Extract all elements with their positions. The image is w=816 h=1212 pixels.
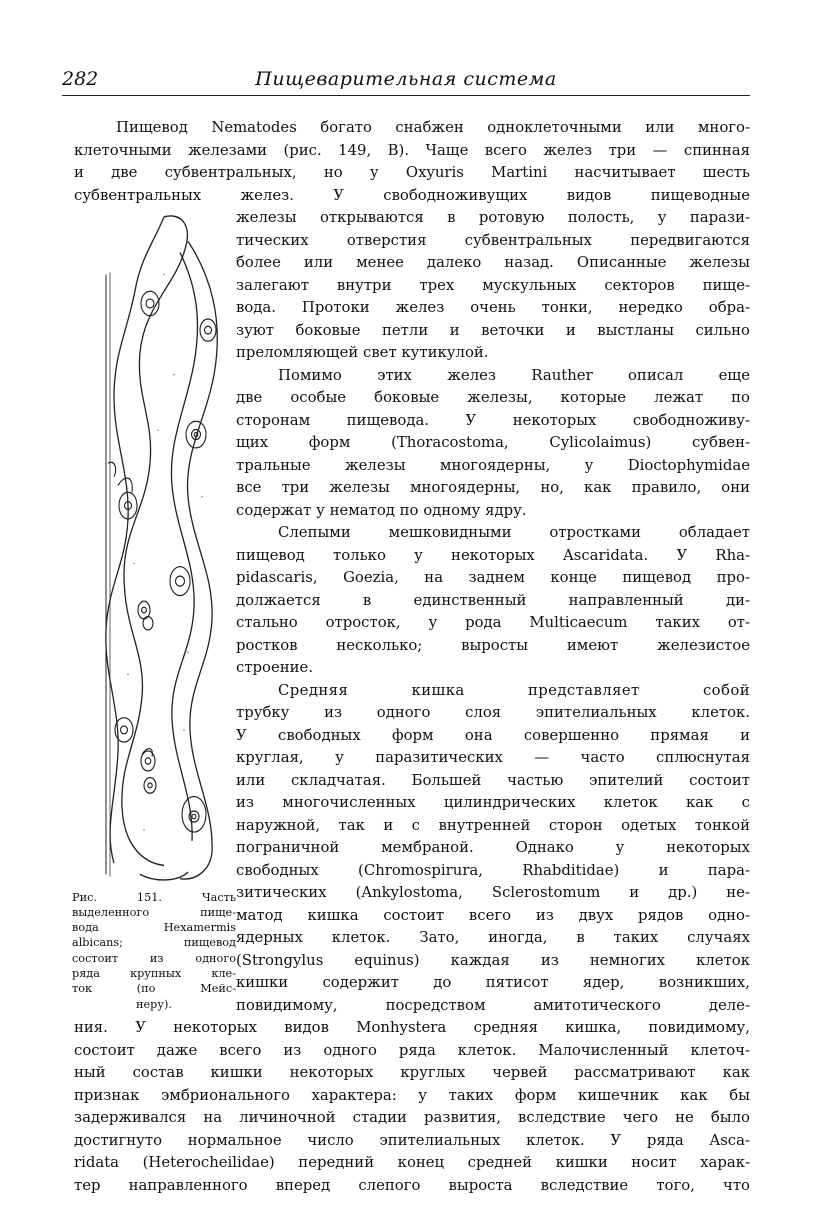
caption-line: состоит из одного (72, 951, 236, 965)
text-line: строение. (236, 658, 314, 676)
text-line: зитических (Ankylostoma, Sclerostomum и др.) не- (236, 883, 750, 901)
text-line: кишки содержит до пятисот ядер, возникших, (236, 973, 750, 991)
text-line: тических отверстия субвентральных передвигаются (236, 230, 750, 249)
text-line: из многочисленных цилиндрических клеток как с (236, 793, 750, 811)
text-line: состоит даже всего из одного ряда клеток. Малочисленный клеточ- (74, 1040, 750, 1059)
text-line: матод кишка состоит всего из двух рядов одно- (236, 905, 750, 924)
caption-line: ток (по Мейс- (72, 982, 236, 996)
text-line: pidascaris, Goezia, на заднем конце пищевод про- (236, 568, 750, 586)
running-title: Пищеварительная система (255, 68, 557, 90)
text-line: преломляющей свет кутикулой. (236, 343, 489, 361)
header-rule (62, 95, 750, 96)
text-line: ный состав кишки некоторых круглых червей рассматривают как (74, 1063, 750, 1081)
text-line: Помимо этих желез Rauther описал еще (278, 365, 750, 384)
text-line: наружной, так и с внутренней сторон одетых тонкой (236, 815, 750, 834)
esophagus-drawing (84, 208, 238, 888)
text-line: щих форм (Thoracostoma, Cylicolaimus) субвен- (236, 433, 750, 451)
text-line: железы открываются в ротовую полость, у парази- (236, 208, 750, 226)
text-line: ния. У некоторых видов Monhystera средняя кишка, повидимому, (74, 1018, 750, 1036)
text-line: вода. Протоки желез очень тонки, нередко обра- (236, 298, 750, 316)
text-line: (Strongylus equinus) каждая из немногих клеток (236, 950, 750, 969)
text-line: субвентральных желез. У свободноживущих видов пищеводные (74, 185, 750, 204)
text-line: ядерных клеток. Зато, иногда, в таких случаях (236, 928, 750, 946)
text-line: зуют боковые петли и веточки и выстланы сильно (236, 320, 750, 339)
text-line: сторонам пищевода. У некоторых свободноживу- (236, 410, 750, 429)
caption-line: ряда крупных кле- (72, 967, 236, 981)
text-line: Средняя кишка представляет собой (278, 680, 750, 699)
caption-line: выделенного пище- (72, 905, 236, 919)
text-line: задерживался на личиночной стадии развития, вследствие чего не было (74, 1108, 750, 1126)
text-line: стально отросток, у рода Multicaecum таких от- (236, 613, 750, 631)
text-line: ростков несколько; выросты имеют железистое (236, 635, 750, 654)
caption-line: albicans; пищевод (72, 936, 236, 950)
text-line: залегают внутри трех мускульных секторов пище- (236, 275, 750, 294)
text-line: тер направленного вперед слепого выроста вследствие того, что (74, 1175, 750, 1194)
figure-esophagus-illustration (84, 208, 238, 888)
text-line: пограничной мембраной. Однако у некоторых (236, 838, 750, 856)
text-line: более или менее далеко назад. Описанные железы (236, 253, 750, 271)
text-line: все три железы многоядерны, но, как правило, они (236, 478, 750, 496)
text-line: достигнуто нормальное число эпителиальных клеток. У ряда Asca- (74, 1130, 750, 1149)
text-line: тральные железы многоядерны, у Dioctophymidae (236, 455, 750, 474)
text-line: У свободных форм она совершенно прямая и (236, 725, 750, 744)
text-line: ridata (Heterocheilidae) передний конец средней кишки носит харак- (74, 1153, 750, 1171)
text-line: признак эмбрионального характера: у таких форм кишечник как бы (74, 1085, 750, 1104)
text-line: две особые боковые железы, которые лежат по (236, 388, 750, 406)
caption-line: Рис. 151. Часть (72, 890, 236, 904)
page-header (62, 68, 750, 92)
text-line: должается в единственный направленный ди- (236, 590, 750, 609)
figure-caption (72, 890, 236, 1012)
caption-line: вода Hexamermis (72, 921, 236, 935)
page-number: 282 (62, 68, 99, 90)
text-line: клеточными железами (рис. 149, B). Чаще всего желез три — спинная (74, 140, 750, 159)
text-line: повидимому, посредством амитотического деле- (236, 995, 750, 1014)
text-line: и две субвентральных, но у Oxyuris Martini насчитывает шесть (74, 163, 750, 181)
text-line: или складчатая. Большей частью эпителий состоит (236, 770, 750, 789)
text-line: Слепыми мешковидными отростками обладает (278, 523, 750, 541)
text-line: круглая, у паразитических — часто сплюснутая (236, 748, 750, 766)
text-line: трубку из одного слоя эпителиальных клеток. (236, 703, 750, 721)
text-line: Пищевод Nematodes богато снабжен одноклеточными или много- (116, 118, 750, 136)
text-line: содержат у нематод по одному ядру. (236, 500, 527, 519)
caption-line: неру). (136, 997, 172, 1011)
text-line: пищевод только у некоторых Ascaridata. У Rha- (236, 545, 750, 564)
text-line: свободных (Chromospirura, Rhabditidae) и пара- (236, 860, 750, 879)
